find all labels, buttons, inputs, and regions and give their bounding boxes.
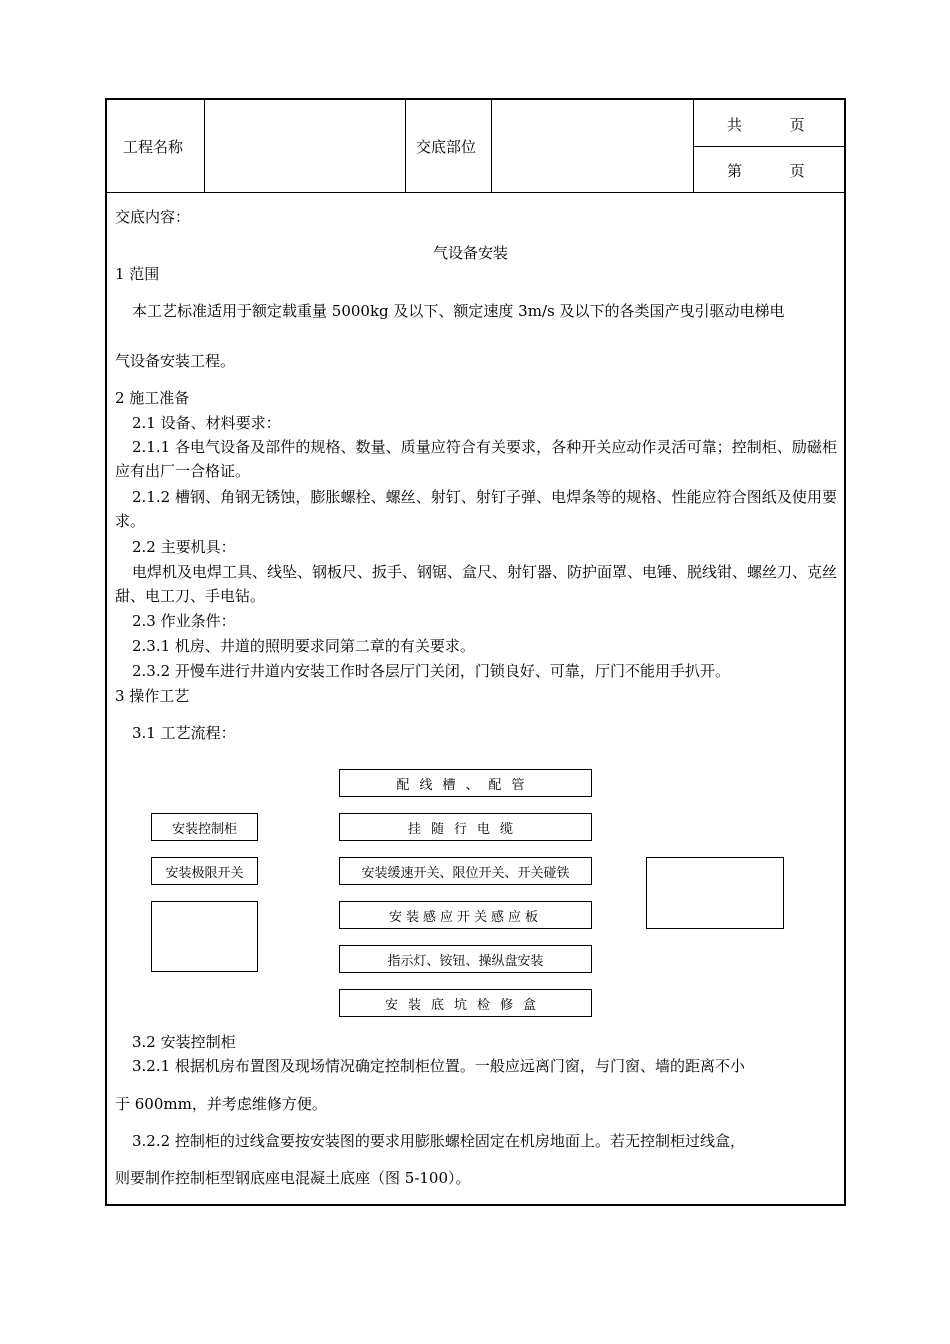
- section-heading: 1 范围: [115, 265, 160, 283]
- section-heading: 3 操作工艺: [115, 687, 190, 705]
- project-name-label: 工程名称: [123, 138, 184, 156]
- doc-title: 气设备安装: [433, 244, 509, 262]
- paragraph: 本工艺标准适用于额定载重量 5000kg 及以下、额定速度 3m/s 及以下的各类国产曳引驱动电梯电: [132, 302, 785, 320]
- paragraph: 3.2.2 控制柜的过线盒要按安装图的要求用膨胀螺栓固定在机房地面上。若无控制柜过线盒，: [132, 1132, 745, 1150]
- flow-step: 安装底坑检修盒: [339, 989, 592, 1017]
- header-divider: [491, 100, 492, 192]
- header-divider: [204, 100, 205, 192]
- paragraph: 于 600mm，并考虑维修方便。: [115, 1095, 327, 1113]
- section-heading: 2 施工准备: [115, 389, 190, 407]
- total-pages: 共 页: [727, 116, 805, 134]
- flow-step-blank: [646, 857, 784, 929]
- paragraph: 2.3.1 机房、井道的照明要求同第二章的有关要求。: [132, 637, 475, 655]
- header-divider: [694, 146, 844, 147]
- subsection-heading: 3.2 安装控制柜: [132, 1033, 236, 1051]
- flow-step: 安装缓速开关、限位开关、开关碰铁: [339, 857, 592, 885]
- flow-step: 安装控制柜: [151, 813, 258, 841]
- header-divider: [107, 192, 844, 193]
- subsection-heading: 3.1 工艺流程：: [132, 724, 236, 742]
- flow-step: 配线槽、配管: [339, 769, 592, 797]
- flow-step: 挂随行电缆: [339, 813, 592, 841]
- header-divider: [405, 100, 406, 192]
- subsection-heading: 2.2 主要机具：: [132, 538, 236, 556]
- content-label: 交底内容：: [115, 208, 191, 226]
- subsection-heading: 2.3 作业条件：: [132, 612, 236, 630]
- paragraph: 电焊机及电焊工具、线坠、钢板尺、扳手、钢锯、盒尺、射钉器、防护面罩、电锤、脱线钳、螺丝刀、克丝甜、电工刀、手电钻。: [115, 563, 838, 605]
- paragraph: 2.3.2 开慢车进行井道内安装工作时各层厅门关闭，门锁良好、可靠，厅门不能用手扒开。: [132, 662, 730, 680]
- flow-step: 指示灯、铵钮、操纵盘安装: [339, 945, 592, 973]
- paragraph: 气设备安装工程。: [115, 352, 236, 370]
- location-label: 交底部位: [416, 138, 477, 156]
- flow-step-blank: [151, 901, 258, 972]
- paragraph: 2.1.2 槽钢、角钢无锈蚀，膨胀螺栓、螺丝、射钉、射钉子弹、电焊条等的规格、性能应符合图纸及使用要求。: [115, 488, 837, 530]
- paragraph: 2.1.1 各电气设备及部件的规格、数量、质量应符合有关要求，各种开关应动作灵活可靠；控制柜、励磁柜应有出厂一合格证。: [115, 438, 837, 480]
- flow-step: 安装极限开关: [151, 857, 258, 885]
- paragraph: 3.2.1 根据机房布置图及现场情况确定控制柜位置。一般应远离门窗，与门窗、墙的距离不小: [132, 1057, 745, 1075]
- flow-step: 安装感应开关感应板: [339, 901, 592, 929]
- page-number: 第 页: [727, 162, 805, 180]
- subsection-heading: 2.1 设备、材料要求：: [132, 414, 281, 432]
- paragraph: 则要制作控制柜型钢底座电混凝土底座（图 5-100）。: [115, 1169, 471, 1187]
